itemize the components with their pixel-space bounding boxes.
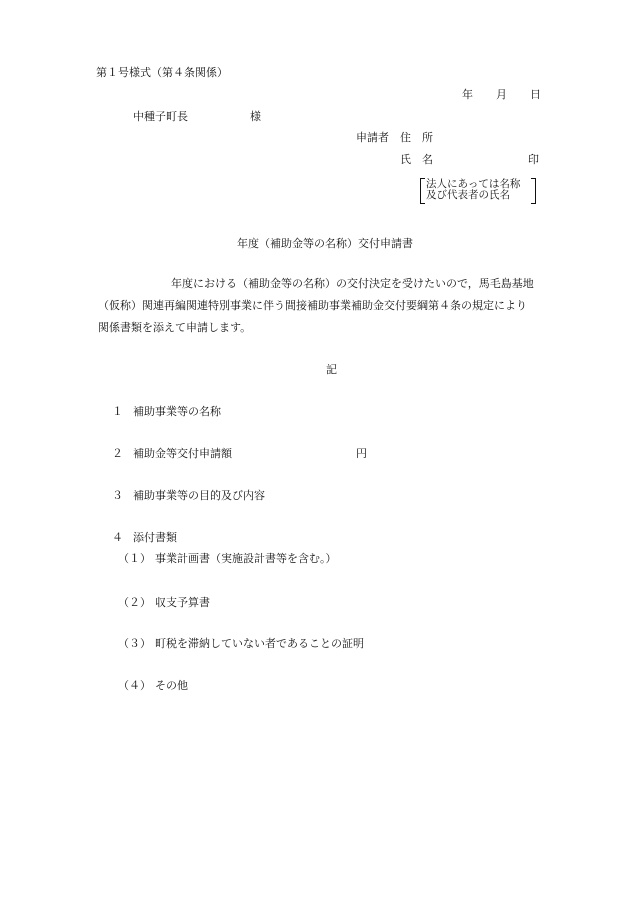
body-line-1: 年度における（補助金等の名称）の交付決定を受けたいので，馬毛島基地	[171, 277, 534, 290]
document-title: 年度（補助金等の名称）交付申請書	[237, 237, 413, 250]
attachment-4-number: （４）	[118, 679, 151, 692]
item-2-unit: 円	[356, 447, 367, 460]
addressee-honorific: 様	[250, 110, 261, 123]
attachment-2-label: 収支予算書	[155, 596, 210, 609]
corporate-note-line1: 法人にあっては名称	[426, 178, 521, 190]
attachment-1-label: 事業計画書（実施設計書等を含む。）	[155, 552, 337, 565]
item-1-label: 補助事業等の名称	[133, 405, 221, 418]
item-3-number: ３	[112, 489, 123, 502]
date-year-label: 年	[462, 88, 473, 101]
applicant-address-label: 住 所	[400, 131, 433, 144]
corporate-note	[426, 179, 520, 201]
applicant-name-label: 氏 名	[400, 153, 433, 166]
addressee-mayor: 中種子町長	[133, 110, 188, 123]
body-line-2: （仮称）関連再編関連特別事業に伴う間接補助事業補助金交付要綱第４条の規定により	[98, 299, 527, 312]
left-bracket	[420, 178, 425, 204]
right-bracket	[531, 178, 536, 204]
attachment-3-number: （３）	[118, 637, 151, 650]
item-2-number: ２	[112, 447, 123, 460]
item-2-label: 補助金等交付申請額	[133, 447, 232, 460]
item-3-label: 補助事業等の目的及び内容	[133, 489, 265, 502]
item-4-number: ４	[112, 531, 123, 544]
attachment-4-label: その他	[155, 679, 188, 692]
attachment-1-number: （１）	[118, 552, 151, 565]
attachment-3-label: 町税を滞納していない者であることの証明	[155, 637, 364, 650]
item-4-label: 添付書類	[133, 531, 177, 544]
corporate-note-line2: 及び代表者の氏名	[426, 189, 510, 201]
seal-mark: 印	[528, 153, 539, 166]
form-label: 第１号様式（第４条関係）	[96, 66, 228, 79]
body-line-3: 関係書類を添えて申請します。	[98, 321, 252, 334]
ki-heading: 記	[326, 363, 337, 376]
corporate-note-bracket	[420, 178, 536, 202]
attachment-2-number: （２）	[118, 596, 151, 609]
date-day-label: 日	[530, 88, 541, 101]
date-month-label: 月	[496, 88, 507, 101]
item-1-number: １	[112, 405, 123, 418]
applicant-label: 申請者	[356, 131, 389, 144]
